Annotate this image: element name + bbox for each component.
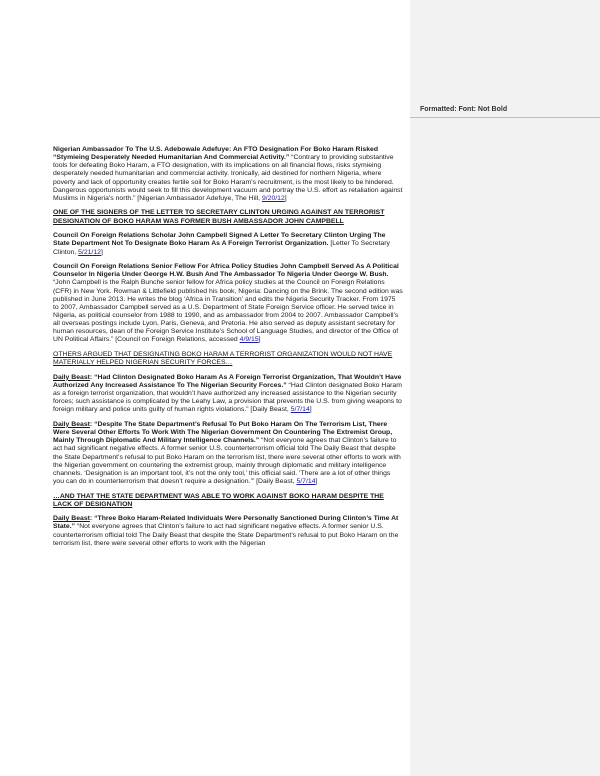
citation-close: ]: [315, 477, 318, 485]
paragraph-lead: Council On Foreign Relations Scholar John Campbell Signed A Letter To Secretary Clinton Urging The State Department Not To Designate Boko Haram As A Foreign Terrorist Organization.: [53, 232, 386, 248]
citation-link[interactable]: 9/20/12: [261, 194, 285, 202]
paragraph-campbell-bio: [53, 263, 403, 345]
section-heading-others: OTHERS ARGUED THAT DESIGNATING BOKO HARAM A TERRORIST ORGANIZATION WOULD NOT HAVE MATERIALLY HELPED NIGERIAN SECURITY FORCES…: [53, 351, 393, 367]
citation-close: ]: [258, 336, 261, 344]
paragraph-text: “Contrary to providing substantive tools for defeating Boko Haram, a FTO designation, with its implications on all financial flows, risks stymieing desperately needed humanitarian and commercial activity. Ironically, aid destined for northern Nigeria, where poverty and lack of opportunity creates fertile soil for Boko Haram’s recruitment, is the most likely to be hindered. Dangerous opportunists would seek to fill this development vacuum and portray the U.S. effort as retaliation against Muslims in Nigeria’s north.” [Nigerian Ambassador Adefuye, The Hill,: [53, 154, 403, 202]
document-body: [53, 146, 403, 554]
citation-close: ]: [309, 406, 312, 414]
citation-link[interactable]: 5/7/14: [290, 406, 310, 414]
paragraph-lead: : “Despite The State Department’s Refusal To Put Boko Haram On The Terrorism List, There Were Several Other Efforts To Work With The Nigerian Government On Countering The Extremist Group, Mainly Through Diplomatic And Military Intelligence Channels.”: [53, 420, 393, 445]
source-name: Daily Beast: [53, 515, 90, 523]
section-heading-state-department: …AND THAT THE STATE DEPARTMENT WAS ABLE TO WORK AGAINST BOKO HARAM DESPITE THE LACK OF DESIGNATION: [53, 492, 384, 508]
paragraph-daily-beast-3: [53, 515, 403, 548]
paragraph-text: “Not everyone agrees that Clinton’s failure to act had significant negative effects. A former senior U.S. counterterrorism official told The Daily Beast that despite the State Department’s refusal to put Boko Haram on the terrorism list, there were several other efforts to work with the Nigerian government on countering the extremist group, mainly through diplomatic and military intelligence channels. ‘Designation is an important tool, it’s not the only tool,’ this official said. ‘There are a lot of other things you can do in counterterrorism that doesn’t require a designation.’” [Daily Beast,: [53, 437, 401, 485]
paragraph-text: [Letter To Secretary Clinton,: [53, 240, 390, 256]
paragraph-daily-beast-1: [53, 374, 403, 415]
citation-link[interactable]: 5/7/14: [296, 477, 316, 485]
source-name: Daily Beast: [53, 373, 90, 381]
citation-close: ]: [284, 194, 287, 202]
paragraph-lead: Council On Foreign Relations Senior Fellow For Africa Policy Studies John Campbell Served As A Political Counselor In Nigeria Under George H.W. Bush And The Ambassador To Nigeria Under George W. Bush.: [53, 263, 399, 279]
paragraph-text: “John Campbell is the Ralph Bunche senior fellow for Africa policy studies at the Council on Foreign Relations (CFR) in New York. Rowman & Littlefield published his book, Nigeria: Dancing on the Brink. The second edition was published in June 2013. He writes the blog ‘Africa in Transition’ and edits the Nigeria Security Tracker. From 1975 to 2007, Ambassador Campbell served as a U.S. Department of State Foreign Service officer. He served twice in Nigeria, as political counselor from 1988 to 1990, and as ambassador from 2004 to 2007. Ambassador Campbell’s all overseas postings include Lyon, Paris, Geneva, and Pretoria. He also served as deputy assistant secretary for human resources, dean of the Foreign Service Institute’s School of Language Studies, and director of the Office of UN Political Affairs.” [Council on Foreign Relations, accessed: [53, 279, 403, 344]
citation-close: ]: [100, 248, 103, 256]
source-name: Daily Beast: [53, 420, 90, 428]
comment-balloon-text[interactable]: Formatted: Font: Not Bold: [420, 106, 508, 113]
paragraph-daily-beast-2: [53, 421, 403, 486]
comment-connector-line: [410, 117, 600, 118]
citation-link[interactable]: 5/21/12: [78, 248, 101, 256]
citation-link[interactable]: 4/9/15: [239, 336, 259, 344]
paragraph-campbell-letter: [53, 232, 403, 256]
paragraph-lead: Nigerian Ambassador To The U.S. Adebowale Adefuye: An FTO Designation For Boko Haram Risked “Stymieing Desperately Needed Humanitarian And Commercial Activity.”: [53, 146, 379, 162]
section-heading-campbell: ONE OF THE SIGNERS OF THE LETTER TO SECRETARY CLINTON URGING AGAINST AN TERRORIST DESIGNATION OF BOKO HARAM WAS FORMER BUSH AMBASSADOR JOHN CAMPBELL: [53, 209, 385, 225]
paragraph-text: “Had Clinton designated Boko Haram as a foreign terrorist organization, that wouldn’t have authorized any increased assistance to the Nigerian security forces; such assistance is complicated by the Leahy Law, a provision that prevents the U.S. from giving weapons to foreign military and police units guilty of human rights violations.” [Daily Beast,: [53, 381, 402, 414]
paragraph-text: “Not everyone agrees that Clinton’s failure to act had significant negative effects. A former senior U.S. counterterrorism official told The Daily Beast that despite the State Department’s refusal to put Boko Haram on the terrorism list, there were several other efforts to work with the Nigerian: [53, 523, 399, 547]
paragraph-lead: : “Three Boko Haram-Related Individuals Were Personally Sanctioned During Clinton’s Time At State.”: [53, 515, 399, 531]
paragraph-lead: : “Had Clinton Designated Boko Haram As A Foreign Terrorist Organization, That Wouldn’t Have Authorized Any Increased Assistance To The Nigerian Security Forces.”: [53, 373, 402, 389]
paragraph-adefuye: [53, 146, 403, 203]
